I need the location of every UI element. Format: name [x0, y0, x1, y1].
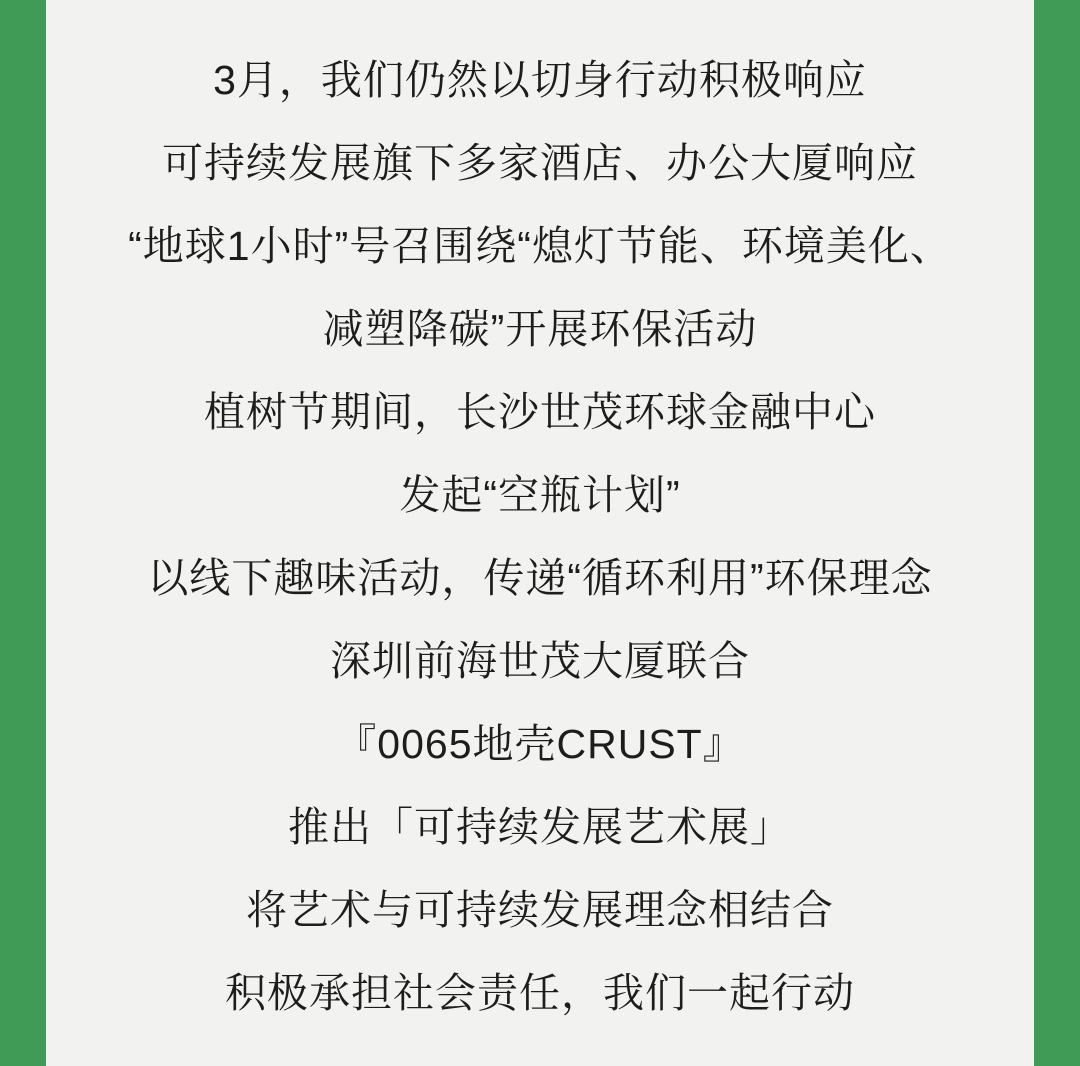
- poster-line: 深圳前海世茂大厦联合: [330, 638, 750, 684]
- poster-text-block: [90, 31, 990, 1035]
- poster-line: 减塑降碳”开展环保活动: [322, 306, 758, 352]
- poster-line: 以线下趣味活动，传递“循环利用”环保理念: [147, 555, 933, 601]
- poster-line: 推出「可持续发展艺术展」: [288, 804, 792, 850]
- poster-line: 可持续发展旗下多家酒店、办公大厦响应: [162, 140, 918, 186]
- poster-line: 将艺术与可持续发展理念相结合: [246, 887, 834, 933]
- poster-line: 发起“空瓶计划”: [399, 472, 681, 518]
- poster-line: 积极承担社会责任，我们一起行动: [225, 970, 855, 1016]
- poster-line: 3月，我们仍然以切身行动积极响应: [213, 57, 867, 103]
- poster-line: 植树节期间，长沙世茂环球金融中心: [204, 389, 876, 435]
- left-green-band: [0, 0, 46, 1066]
- poster-line: “地球1小时”号召围绕“熄灯节能、环境美化、: [128, 223, 952, 269]
- poster-line: 『0065地壳CRUST』: [335, 721, 745, 767]
- right-green-band: [1034, 0, 1080, 1066]
